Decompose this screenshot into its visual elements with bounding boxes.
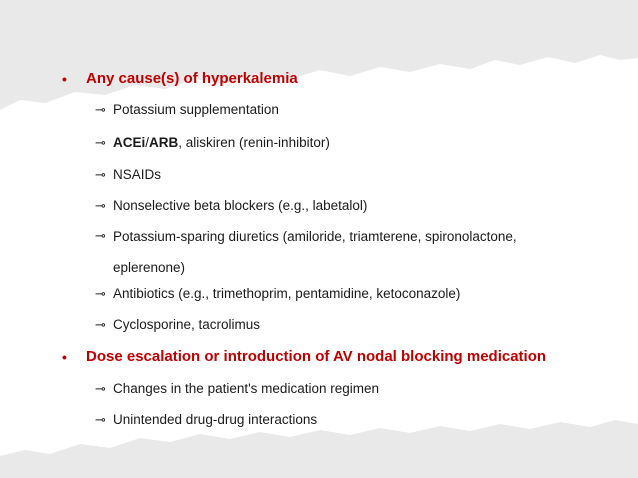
list-item-text: Nonselective beta blockers (e.g., labetalol) (113, 198, 368, 213)
term-separator: / (145, 135, 150, 150)
bullet-dot-icon: • (62, 70, 67, 87)
heading-text: Dose escalation or introduction of AV nodal blocking medication (86, 348, 547, 365)
list-item (95, 411, 317, 429)
bold-term-arb: ARB (149, 135, 179, 150)
list-item-text: Unintended drug-drug interactions (113, 412, 318, 427)
section-heading-hyperkalemia (62, 70, 298, 87)
sub-bullet-icon: ⊸ (95, 412, 106, 427)
heading-text: Any cause(s) of hyperkalemia (86, 70, 298, 87)
list-item (95, 380, 379, 398)
bold-term-acei: ACEi (113, 135, 146, 150)
sub-bullet-icon: ⊸ (95, 286, 106, 301)
list-item-text: Cyclosporine, tacrolimus (113, 317, 261, 332)
sub-bullet-icon: ⊸ (95, 102, 106, 117)
sub-bullet-icon: ⊸ (95, 135, 106, 150)
list-item (95, 197, 367, 215)
sub-bullet-icon: ⊸ (95, 317, 106, 332)
list-item (95, 316, 260, 334)
sub-bullet-icon: ⊸ (95, 381, 106, 396)
list-item-rest: , aliskiren (renin-inhibitor) (178, 135, 330, 150)
section-heading-av-nodal (62, 348, 546, 365)
list-item-text: Potassium supplementation (113, 102, 279, 117)
bullet-dot-icon: • (62, 348, 67, 365)
list-item-text: Potassium-sparing diuretics (amiloride, triamterene, spironolactone, eplerenone) (113, 229, 517, 275)
list-item-text: Changes in the patient's medication regimen (113, 381, 379, 396)
sub-bullet-icon: ⊸ (95, 228, 106, 243)
list-item (95, 101, 279, 119)
list-item-text: NSAIDs (113, 167, 162, 182)
list-item-text: Antibiotics (e.g., trimethoprim, pentamidine, ketoconazole) (113, 286, 461, 301)
list-item (95, 285, 460, 303)
sub-bullet-icon: ⊸ (95, 198, 106, 213)
list-item-text (113, 134, 330, 152)
list-item (95, 134, 330, 152)
sub-bullet-icon: ⊸ (95, 167, 106, 182)
list-item (95, 166, 161, 184)
list-item (95, 227, 563, 283)
